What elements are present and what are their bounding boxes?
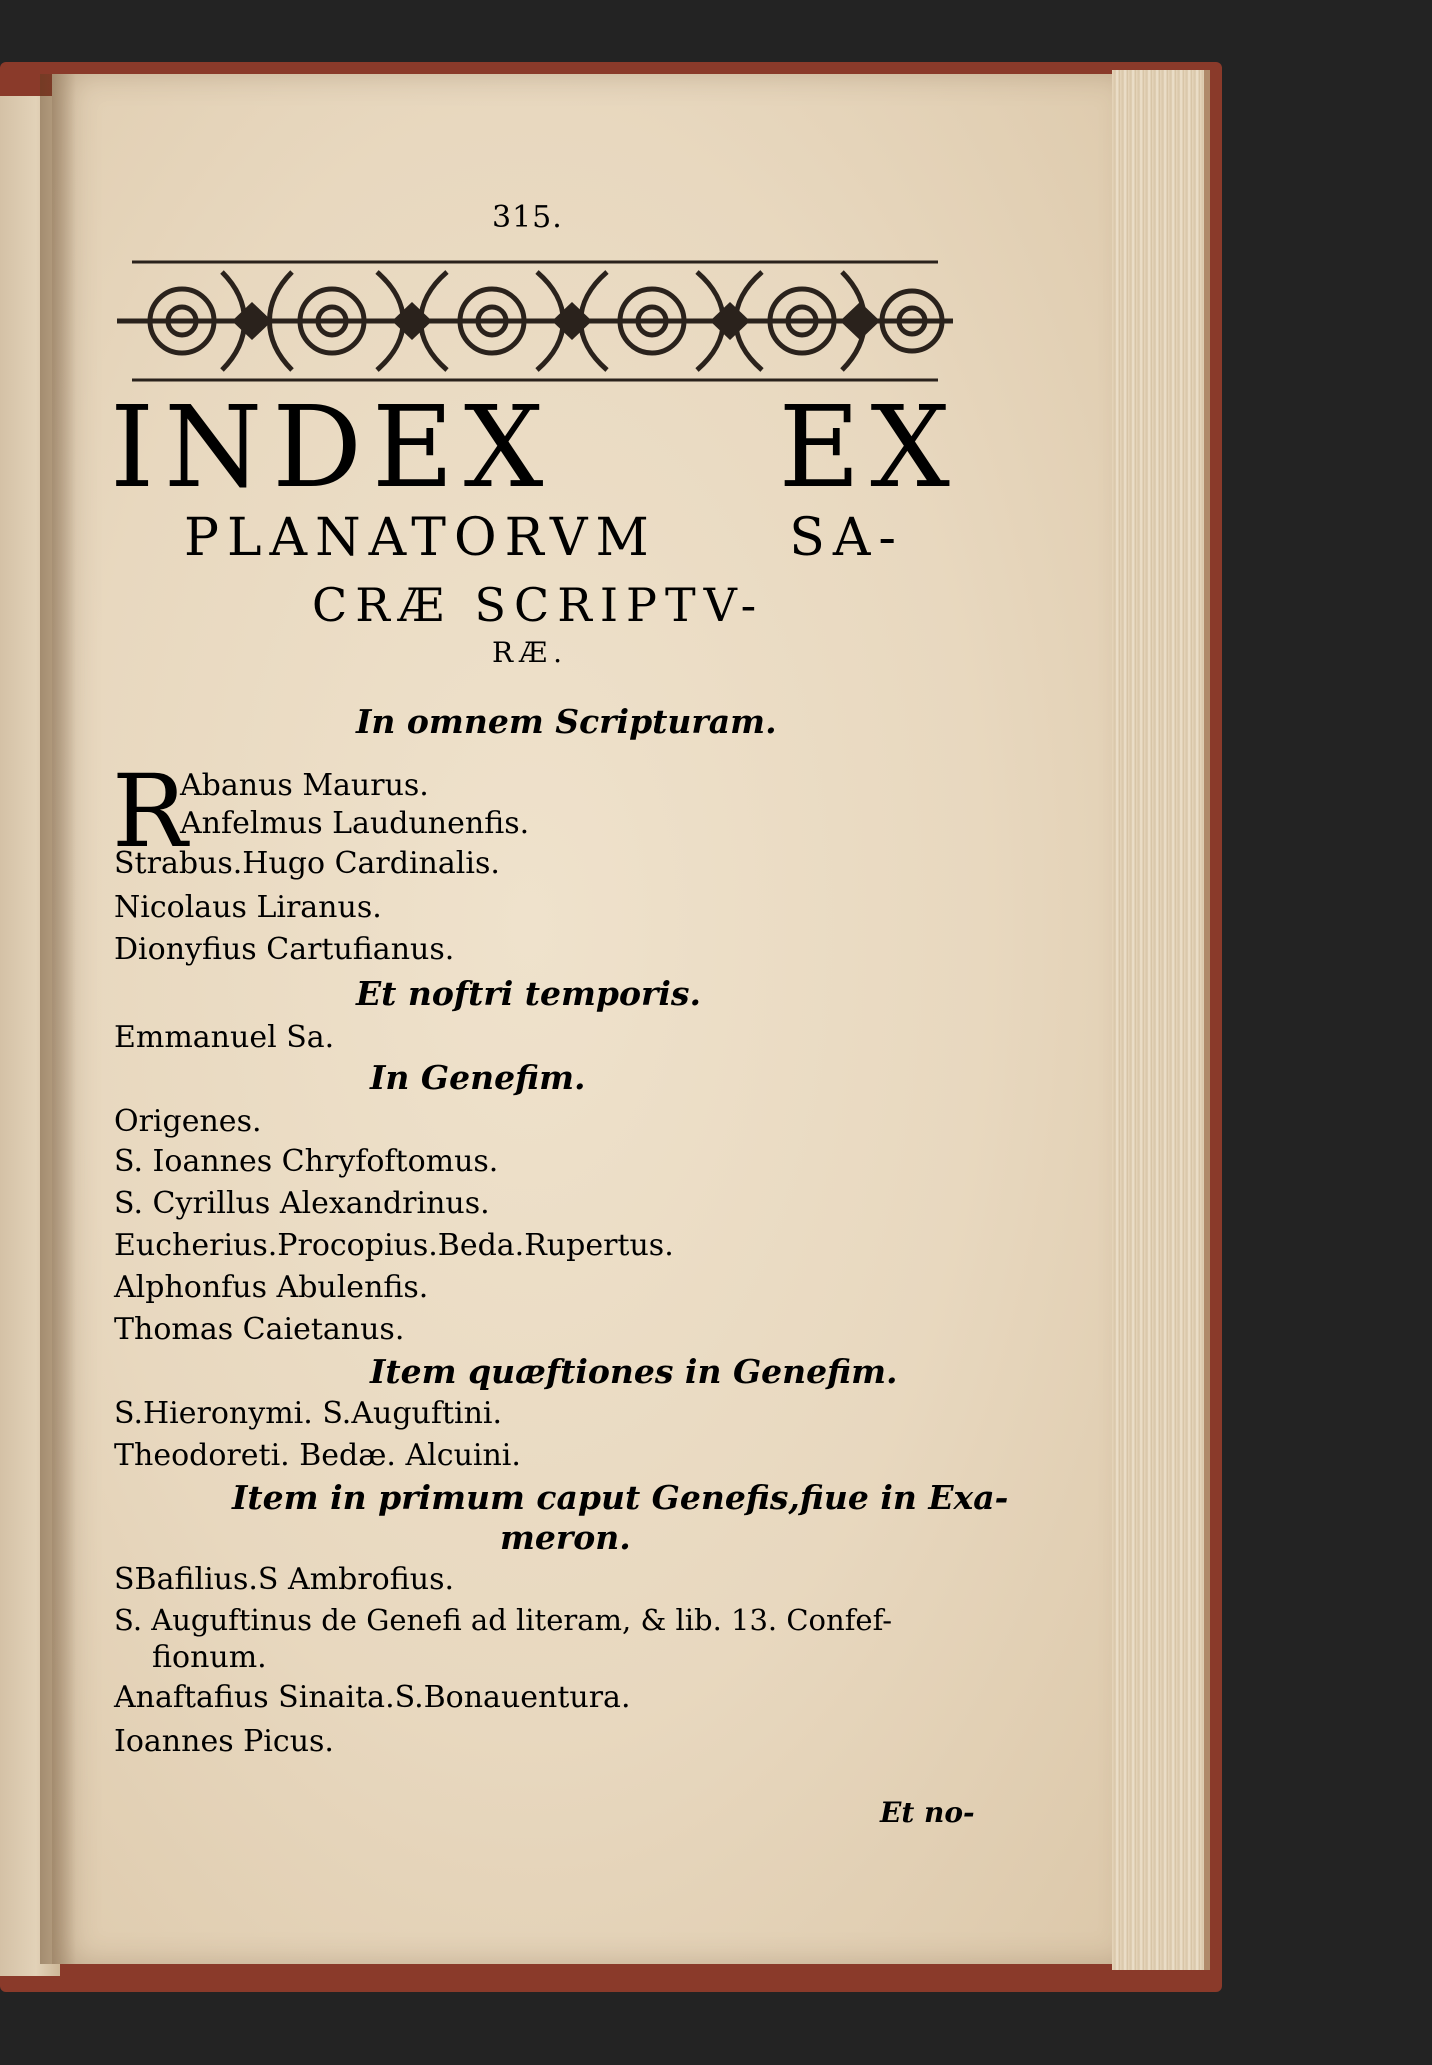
- list-item: S. Ioannes Chryfoftomus.: [114, 1144, 499, 1179]
- heading-quaestiones: Item quæftiones in Genefim.: [370, 1352, 898, 1391]
- list-item: Ioannes Picus.: [114, 1724, 334, 1759]
- list-item: S.Hieronymi. S.Auguftini.: [114, 1396, 503, 1431]
- list-item: Emmanuel Sa.: [114, 1020, 335, 1055]
- list-item: Anaftafius Sinaita.S.Bonauentura.: [114, 1680, 631, 1715]
- list-item: Theodoreti. Bedæ. Alcuini.: [114, 1438, 521, 1473]
- heading-genesim: In Genefim.: [370, 1058, 586, 1097]
- page-edges: [1112, 70, 1210, 1970]
- title-line-2: [184, 508, 904, 568]
- title-word-planatorum: PLANATORVM: [184, 508, 657, 568]
- gutter-shadow: [40, 74, 76, 1964]
- list-item: Anfelmus Laudunenfis.: [180, 806, 530, 841]
- list-item: Abanus Maurus.: [180, 768, 429, 803]
- title-word-sa: SA-: [789, 508, 904, 568]
- title-line-4: RÆ.: [492, 636, 569, 669]
- ornament-band: [112, 252, 958, 390]
- page-number: 315.: [492, 200, 563, 235]
- heading-omnem: In omnem Scripturam.: [356, 702, 777, 741]
- list-item: Alphonfus Abulenfis.: [114, 1270, 429, 1305]
- list-item: Eucherius.Procopius.Beda.Rupertus.: [114, 1228, 674, 1263]
- list-item: Dionyfius Cartufianus.: [114, 932, 455, 967]
- list-item: SBafilius.S Ambrofius.: [114, 1562, 455, 1597]
- title-line-1: [110, 383, 960, 513]
- list-item: Nicolaus Liranus.: [114, 890, 382, 925]
- list-item: S. Cyrillus Alexandrinus.: [114, 1186, 490, 1221]
- list-item: Origenes.: [114, 1104, 262, 1139]
- list-item: Strabus.Hugo Cardinalis.: [114, 846, 500, 881]
- title-word-index: INDEX: [110, 383, 554, 513]
- heading-primum-cont: meron.: [500, 1518, 631, 1557]
- heading-primum: Item in primum caput Genefis,fiue in Exa-: [232, 1478, 1009, 1517]
- list-item: Thomas Caietanus.: [114, 1312, 405, 1347]
- title-line-3: CRÆ SCRIPTV-: [312, 578, 765, 632]
- list-item: S. Auguftinus de Genefi ad literam, & lib. 13. Confef-: [114, 1603, 893, 1637]
- title-word-ex: EX: [778, 383, 960, 513]
- heading-nostri: Et noftri temporis.: [356, 974, 701, 1013]
- drop-cap: R: [112, 753, 188, 870]
- catchword: Et no-: [880, 1796, 975, 1829]
- list-item: fionum.: [152, 1640, 267, 1675]
